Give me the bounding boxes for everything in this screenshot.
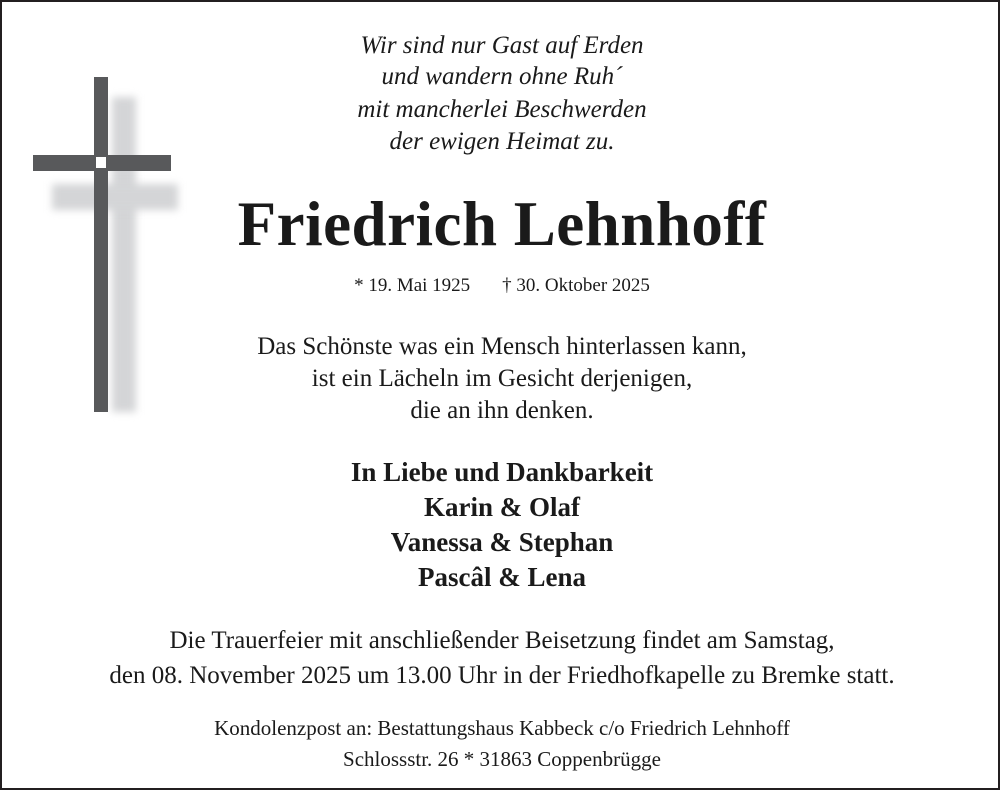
poem-line: und wandern ohne Ruh´ <box>381 63 623 90</box>
condolence-line: Kondolenzpost an: Bestattungshaus Kabbeck c/o Friedrich Lehnhoff <box>214 716 790 740</box>
ceremony-line: Die Trauerfeier mit anschließender Beisetzung findet am Samstag, <box>169 627 835 654</box>
family-line: Pascâl & Lena <box>418 562 586 592</box>
quote-line: die an ihn denken. <box>410 397 594 424</box>
life-dates <box>2 275 1000 297</box>
quote-line: Das Schönste was ein Mensch hinterlassen kann, <box>257 333 747 360</box>
poem-line: Wir sind nur Gast auf Erden <box>360 32 644 59</box>
ceremony-line: den 08. November 2025 um 13.00 Uhr in der Friedhofkapelle zu Bremke statt. <box>109 662 895 689</box>
deceased-name: Friedrich Lehnhoff <box>237 189 767 259</box>
condolence-line: Schlossstr. 26 * 31863 Coppenbrügge <box>343 747 661 771</box>
birth-date: * 19. Mai 1925 <box>354 275 471 296</box>
quote-line: ist ein Lächeln im Gesicht derjenigen, <box>311 365 693 392</box>
poem-line: der ewigen Heimat zu. <box>389 128 615 155</box>
death-date: † 30. Oktober 2025 <box>502 275 650 296</box>
poem-line: mit mancherlei Beschwerden <box>357 96 647 123</box>
family-line: Karin & Olaf <box>424 492 580 522</box>
family-line: Vanessa & Stephan <box>390 527 614 557</box>
family-line: In Liebe und Dankbarkeit <box>350 457 654 487</box>
